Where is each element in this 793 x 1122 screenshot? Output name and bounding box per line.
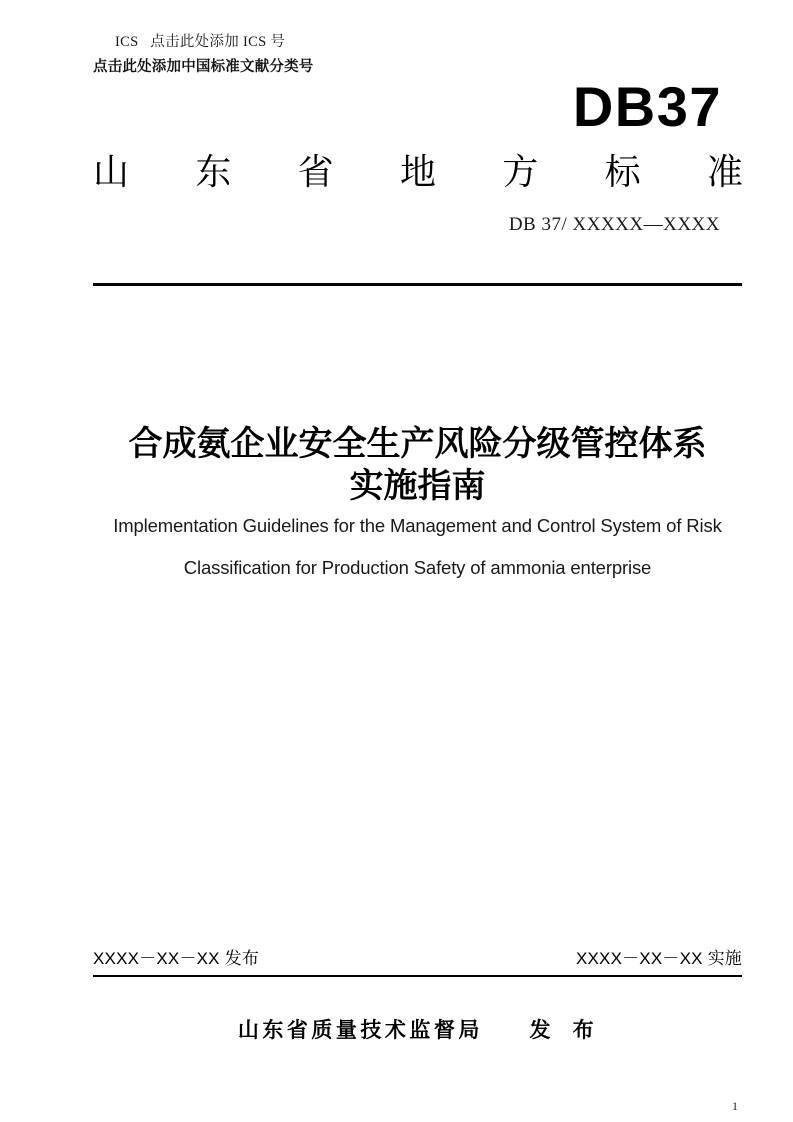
title-en-line2: Classification for Production Safety of ammonia enterprise [183,557,652,578]
classification-number-line: 点击此处添加中国标准文献分类号 [93,59,314,75]
province-standard-title [93,150,743,194]
province-title-char-5: 标 [604,151,641,192]
issuing-authority: 山东省质量技术监督局 发 布 [237,1019,598,1042]
title-cn-line2: 实施指南 [349,467,486,505]
footer-divider-rule [93,975,742,977]
province-title-char-6: 准 [706,151,743,192]
document-title-chinese [93,423,742,507]
page-number: 1 [732,1099,738,1113]
province-title-char-3: 地 [399,151,436,192]
header-divider-rule [93,283,742,286]
title-cn-line1: 合成氨企业安全生产风险分级管控体系 [128,425,707,463]
title-en-line1: Implementation Guidelines for the Management and Control System of Risk [113,515,722,536]
footer-dates-row [93,947,742,971]
standard-mark-db37: DB37 [572,75,722,138]
header-meta-block [93,30,743,80]
ics-line: ICS 点击此处添加 ICS 号 [115,34,286,50]
province-title-char-2: 省 [297,151,334,192]
release-date: XXXX－XX－XX 发布 [93,949,260,968]
implementation-date: XXXX－XX－XX 实施 [575,949,742,968]
province-title-char-0: 山 [93,151,130,192]
document-title-english [93,505,742,589]
standard-number: DB 37/ XXXXX—XXXX [508,214,720,235]
province-title-char-4: 方 [502,151,539,192]
province-title-char-1: 东 [195,151,232,192]
